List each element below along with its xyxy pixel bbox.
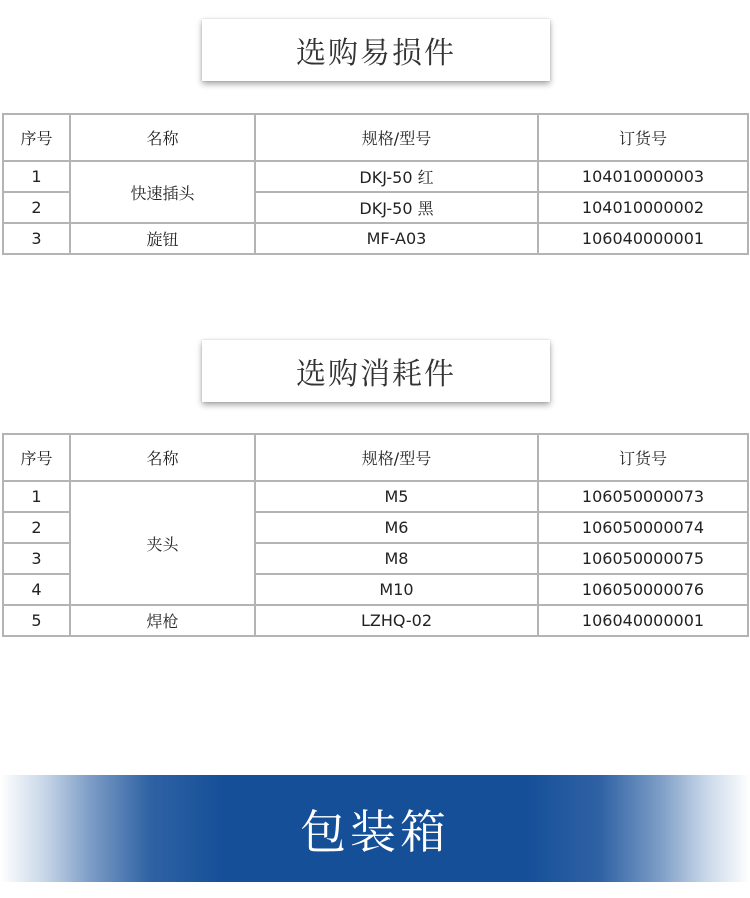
- cell-spec: LZHQ-02: [255, 605, 538, 636]
- header-spec: 规格/型号: [255, 114, 538, 161]
- cell-spec: MF-A03: [255, 223, 538, 254]
- cell-index: 4: [3, 574, 70, 605]
- consumables-table: [2, 433, 749, 637]
- cell-name: 夹头: [70, 481, 255, 605]
- cell-order-no: 104010000002: [538, 192, 748, 223]
- section-title-consumables: 选购消耗件: [202, 340, 550, 402]
- cell-name: 焊枪: [70, 605, 255, 636]
- table-row: [3, 481, 748, 512]
- header-order-no: 订货号: [538, 434, 748, 481]
- cell-spec: DKJ-50 黑: [255, 192, 538, 223]
- packaging-banner: [0, 775, 750, 882]
- header-order-no: 订货号: [538, 114, 748, 161]
- cell-index: 5: [3, 605, 70, 636]
- cell-spec: M10: [255, 574, 538, 605]
- section-title-wear-parts: 选购易损件: [202, 19, 550, 81]
- cell-order-no: 106050000073: [538, 481, 748, 512]
- cell-order-no: 106050000076: [538, 574, 748, 605]
- cell-index: 1: [3, 161, 70, 192]
- header-name: 名称: [70, 434, 255, 481]
- wear-parts-table: [2, 113, 749, 255]
- cell-spec: M6: [255, 512, 538, 543]
- cell-order-no: 106050000074: [538, 512, 748, 543]
- cell-index: 2: [3, 192, 70, 223]
- header-index: 序号: [3, 434, 70, 481]
- table-row: [3, 605, 748, 636]
- table-row: [3, 161, 748, 192]
- cell-spec: DKJ-50 红: [255, 161, 538, 192]
- banner-title: 包装箱: [300, 804, 450, 859]
- table-header-row: [3, 114, 748, 161]
- cell-order-no: 106050000075: [538, 543, 748, 574]
- cell-index: 1: [3, 481, 70, 512]
- header-spec: 规格/型号: [255, 434, 538, 481]
- cell-order-no: 106040000001: [538, 605, 748, 636]
- cell-order-no: 104010000003: [538, 161, 748, 192]
- cell-index: 3: [3, 543, 70, 574]
- table-header-row: [3, 434, 748, 481]
- cell-spec: M8: [255, 543, 538, 574]
- cell-order-no: 106040000001: [538, 223, 748, 254]
- header-index: 序号: [3, 114, 70, 161]
- cell-index: 2: [3, 512, 70, 543]
- header-name: 名称: [70, 114, 255, 161]
- cell-spec: M5: [255, 481, 538, 512]
- cell-name: 快速插头: [70, 161, 255, 223]
- table-row: [3, 223, 748, 254]
- cell-index: 3: [3, 223, 70, 254]
- cell-name: 旋钮: [70, 223, 255, 254]
